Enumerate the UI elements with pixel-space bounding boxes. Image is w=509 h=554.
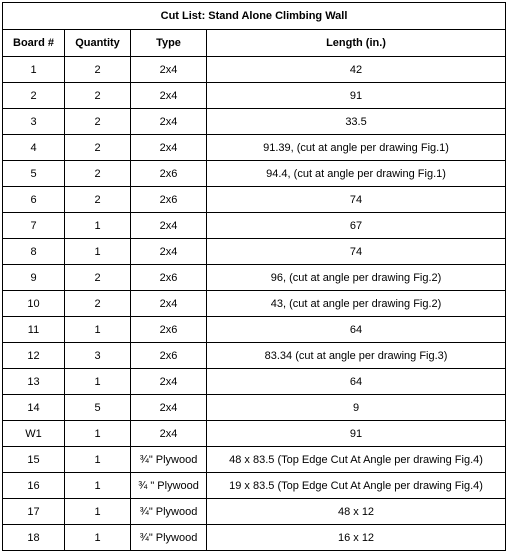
table-row	[3, 291, 506, 317]
board-number-cell: 8	[3, 239, 65, 265]
length-cell: 91	[207, 421, 506, 447]
table-row	[3, 161, 506, 187]
length-cell: 94.4, (cut at angle per drawing Fig.1)	[207, 161, 506, 187]
quantity-cell: 1	[65, 317, 131, 343]
length-cell: 16 x 12	[207, 525, 506, 551]
column-header-length: Length (in.)	[207, 30, 506, 57]
table-body	[3, 57, 506, 551]
board-number-cell: 13	[3, 369, 65, 395]
length-cell: 83.34 (cut at angle per drawing Fig.3)	[207, 343, 506, 369]
table-row	[3, 525, 506, 551]
length-cell: 96, (cut at angle per drawing Fig.2)	[207, 265, 506, 291]
table-row	[3, 499, 506, 525]
quantity-cell: 2	[65, 161, 131, 187]
type-cell: ¾" Plywood	[131, 447, 207, 473]
board-number-cell: 2	[3, 83, 65, 109]
table-row	[3, 57, 506, 83]
table-row	[3, 187, 506, 213]
length-cell: 33.5	[207, 109, 506, 135]
table-title: Cut List: Stand Alone Climbing Wall	[3, 3, 506, 30]
board-number-cell: 15	[3, 447, 65, 473]
length-cell: 9	[207, 395, 506, 421]
cut-list-table	[2, 2, 506, 551]
title-row	[3, 3, 506, 30]
length-cell: 74	[207, 187, 506, 213]
quantity-cell: 1	[65, 213, 131, 239]
quantity-cell: 1	[65, 525, 131, 551]
quantity-cell: 2	[65, 187, 131, 213]
quantity-cell: 2	[65, 83, 131, 109]
table-row	[3, 421, 506, 447]
column-header-type: Type	[131, 30, 207, 57]
header-row	[3, 30, 506, 57]
table-row	[3, 265, 506, 291]
board-number-cell: 3	[3, 109, 65, 135]
type-cell: 2x4	[131, 213, 207, 239]
quantity-cell: 2	[65, 291, 131, 317]
type-cell: 2x6	[131, 187, 207, 213]
length-cell: 74	[207, 239, 506, 265]
length-cell: 48 x 12	[207, 499, 506, 525]
board-number-cell: 16	[3, 473, 65, 499]
type-cell: 2x4	[131, 369, 207, 395]
board-number-cell: 6	[3, 187, 65, 213]
type-cell: 2x6	[131, 161, 207, 187]
length-cell: 64	[207, 317, 506, 343]
table-row	[3, 447, 506, 473]
board-number-cell: 12	[3, 343, 65, 369]
type-cell: 2x4	[131, 135, 207, 161]
quantity-cell: 2	[65, 265, 131, 291]
type-cell: 2x4	[131, 421, 207, 447]
table-row	[3, 317, 506, 343]
table-row	[3, 135, 506, 161]
type-cell: 2x6	[131, 317, 207, 343]
length-cell: 43, (cut at angle per drawing Fig.2)	[207, 291, 506, 317]
type-cell: 2x4	[131, 109, 207, 135]
length-cell: 19 x 83.5 (Top Edge Cut At Angle per drawing Fig.4)	[207, 473, 506, 499]
quantity-cell: 3	[65, 343, 131, 369]
table-row	[3, 239, 506, 265]
board-number-cell: W1	[3, 421, 65, 447]
quantity-cell: 2	[65, 109, 131, 135]
quantity-cell: 1	[65, 421, 131, 447]
column-header-quantity: Quantity	[65, 30, 131, 57]
length-cell: 91	[207, 83, 506, 109]
board-number-cell: 7	[3, 213, 65, 239]
quantity-cell: 1	[65, 239, 131, 265]
type-cell: 2x4	[131, 83, 207, 109]
board-number-cell: 17	[3, 499, 65, 525]
type-cell: 2x4	[131, 57, 207, 83]
type-cell: 2x6	[131, 265, 207, 291]
board-number-cell: 5	[3, 161, 65, 187]
board-number-cell: 18	[3, 525, 65, 551]
length-cell: 64	[207, 369, 506, 395]
quantity-cell: 2	[65, 135, 131, 161]
quantity-cell: 1	[65, 447, 131, 473]
table-row	[3, 473, 506, 499]
type-cell: ¾ " Plywood	[131, 473, 207, 499]
board-number-cell: 11	[3, 317, 65, 343]
table-row	[3, 83, 506, 109]
board-number-cell: 1	[3, 57, 65, 83]
board-number-cell: 9	[3, 265, 65, 291]
type-cell: 2x6	[131, 343, 207, 369]
quantity-cell: 1	[65, 473, 131, 499]
type-cell: 2x4	[131, 291, 207, 317]
quantity-cell: 1	[65, 369, 131, 395]
length-cell: 67	[207, 213, 506, 239]
type-cell: 2x4	[131, 395, 207, 421]
table-row	[3, 395, 506, 421]
length-cell: 42	[207, 57, 506, 83]
quantity-cell: 5	[65, 395, 131, 421]
board-number-cell: 4	[3, 135, 65, 161]
table-row	[3, 109, 506, 135]
table-row	[3, 343, 506, 369]
board-number-cell: 14	[3, 395, 65, 421]
table-row	[3, 213, 506, 239]
quantity-cell: 1	[65, 499, 131, 525]
type-cell: ¾" Plywood	[131, 499, 207, 525]
type-cell: ¾" Plywood	[131, 525, 207, 551]
length-cell: 91.39, (cut at angle per drawing Fig.1)	[207, 135, 506, 161]
length-cell: 48 x 83.5 (Top Edge Cut At Angle per drawing Fig.4)	[207, 447, 506, 473]
table-row	[3, 369, 506, 395]
board-number-cell: 10	[3, 291, 65, 317]
type-cell: 2x4	[131, 239, 207, 265]
quantity-cell: 2	[65, 57, 131, 83]
column-header-board: Board #	[3, 30, 65, 57]
